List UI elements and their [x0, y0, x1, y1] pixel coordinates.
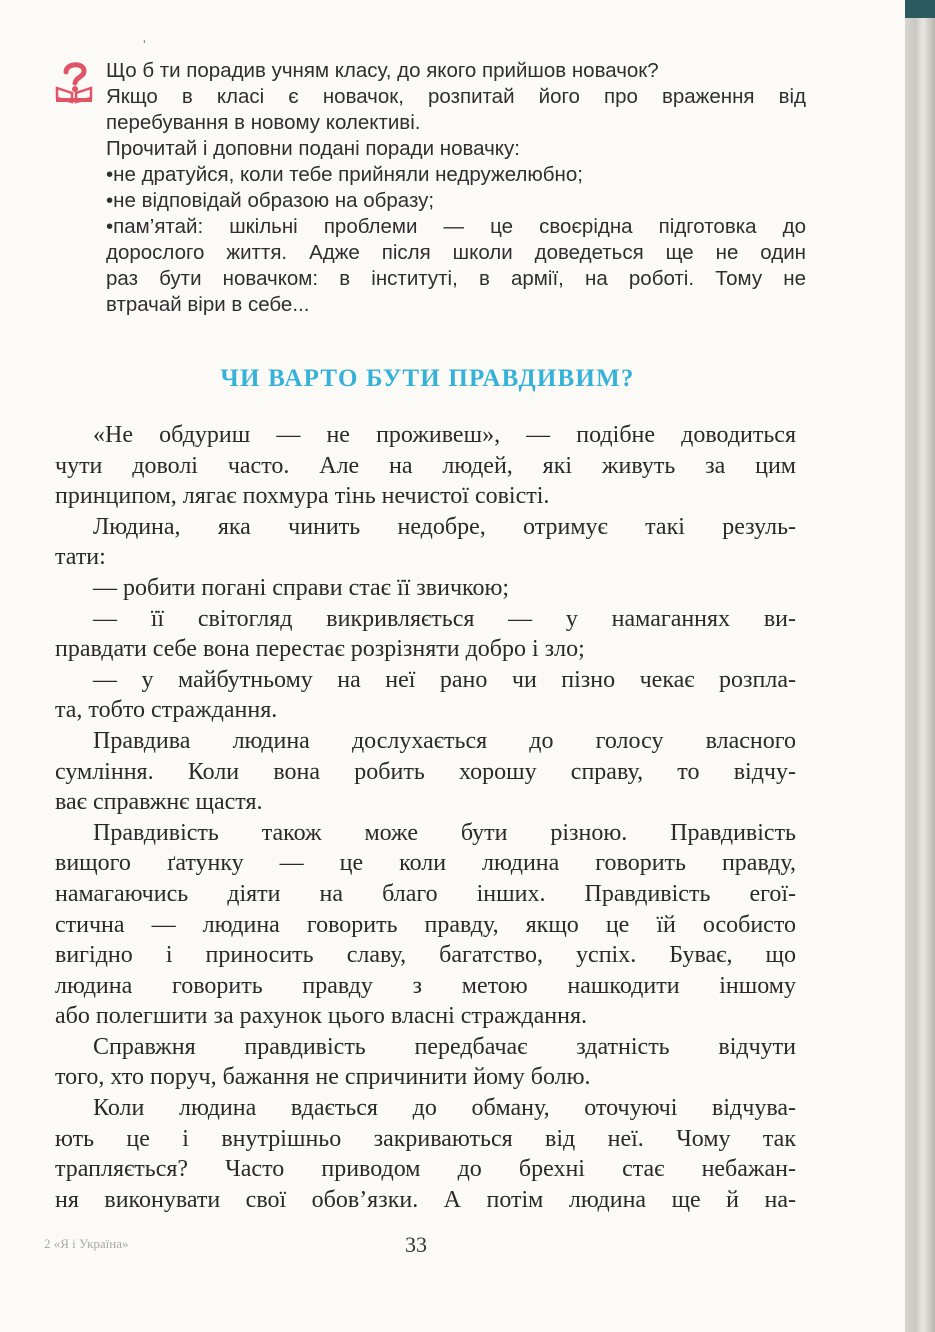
text-line: ють це і внутрішньо закриваються від неї. Чому так — [55, 1125, 796, 1152]
advice-line: дорослого життя. Адже після школи доведеться ще не один — [106, 241, 806, 264]
text-line: людина говорить правду з метою нашкодити іншому — [55, 972, 796, 999]
text-line: вигідно і приносить славу, багатство, успіх. Буває, що — [55, 942, 796, 969]
text-line: Людина, яка чинить недобре, отримує такі резуль- — [93, 513, 796, 540]
advice-line: •не дратуйся, коли тебе прийняли недружелюбно; — [106, 163, 583, 186]
text-line: тати: — [55, 544, 106, 571]
text-line: Справжня правдивість передбачає здатність відчути — [93, 1033, 796, 1060]
advice-line: втрачай віри в себе... — [106, 293, 310, 316]
text-line: трапляється? Часто приводом до брехні стає небажан- — [55, 1156, 796, 1183]
text-line: — робити погані справи стає її звичкою; — [93, 574, 510, 601]
page-number: 33 — [405, 1232, 427, 1257]
text-line: намагаючись діяти на благо інших. Правдивість егої- — [55, 880, 796, 907]
text-line: ня виконувати свої обов’язки. А потім людина ще й на- — [55, 1186, 796, 1213]
text-line: чути доволі часто. Але на людей, які живуть за цим — [55, 452, 796, 479]
text-line: Коли людина вдається до обману, оточуючі відчува- — [93, 1095, 796, 1122]
question-book-icon — [54, 58, 94, 104]
text-line: Правдива людина дослухається до голосу власного — [93, 727, 796, 754]
pencil-mark: ʼ — [143, 38, 146, 52]
text-line: вищого ґатунку — це коли людина говорить правду, — [55, 850, 796, 877]
advice-line: Якщо в класі є новачок, розпитай його про враження від — [106, 85, 806, 108]
advice-line: •пам’ятай: шкільні проблеми — це своєрідна підготовка до — [106, 215, 806, 238]
text-line: та, тобто страждання. — [55, 697, 278, 724]
text-line: принципом, лягає похмура тінь нечистої совісті. — [55, 483, 550, 510]
advice-line: Прочитай і доповни подані поради новачку: — [106, 137, 520, 160]
advice-line: •не відповідай образою на образу; — [106, 189, 435, 212]
advice-line: Що б ти порадив учням класу, до якого прийшов новачок? — [106, 59, 659, 82]
section-heading: ЧИ ВАРТО БУТИ ПРАВДИВИМ? — [220, 365, 635, 392]
book-spine-edge — [905, 0, 935, 1332]
text-line: — у майбутньому на неї рано чи пізно чекає розпла- — [93, 666, 796, 693]
book-cover-corner — [905, 0, 935, 18]
footer-book-title: 2 «Я і Україна» — [44, 1236, 129, 1251]
advice-line: раз бути новачком: в інституті, в армії, на роботі. Тому не — [106, 267, 806, 290]
body-text — [55, 420, 796, 1215]
text-line: ває справжнє щастя. — [55, 789, 263, 816]
advice-block — [106, 58, 806, 318]
text-line: — її світогляд викривляється — у намаганнях ви- — [93, 605, 796, 632]
text-line: сумління. Коли вона робить хорошу справу, то відчу- — [55, 758, 796, 785]
text-line: того, хто поруч, бажання не спричинити йому болю. — [55, 1064, 591, 1091]
text-line: або полегшити за рахунок цього власні страждання. — [55, 1003, 587, 1030]
advice-line: перебування в новому колективі. — [106, 111, 421, 134]
text-line: «Не обдуриш — не проживеш», — подібне доводиться — [93, 422, 796, 448]
text-line: стична — людина говорить правду, якщо це їй особисто — [55, 911, 796, 938]
text-line: правдати себе вона перестає розрізняти добро і зло; — [55, 636, 585, 663]
text-line: Правдивість також може бути різною. Правдивість — [93, 819, 796, 846]
